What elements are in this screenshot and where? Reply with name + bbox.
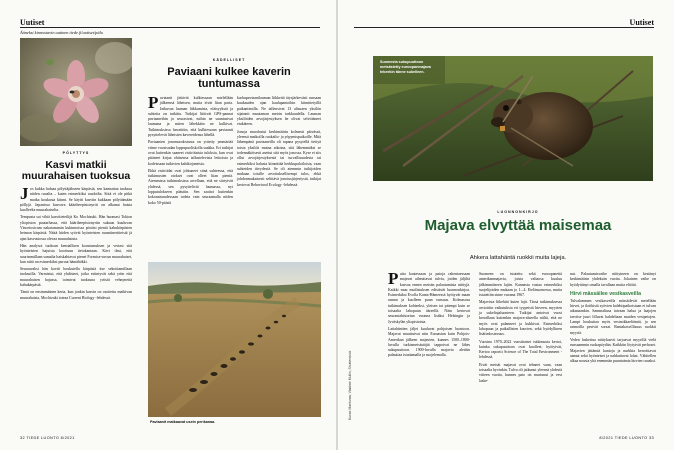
beaver-p8: Tulvalammen vesikasveilla mässäilevät metellään hirvet, ja ilotikistä syövien kalehtipaikoistaan ei tulvan aikanaankin. Sammaliusa taivaan halua ja laajojen tarvitse juuri lilluvat kahdeltaan muiden vesipetojen. Lampi houkuttaa myös vesinokkaeläimiä, ja sen rannoilla pesivät sorsat. Rantakasvillisuus ruokkii myyriä. [570, 298, 656, 335]
left-page [0, 0, 336, 450]
article2-dropcap: P [148, 93, 159, 112]
article1-p4: Seuraavaksi hän koetti houkutella kärpäsiä itse sekoittamillaan tuoksuilla. Varmistui, että yhdisteet, jotka esiintyvät sekä yrtin että muurahaisen hajussa, toimivat tuoksuna yrtistä vehnyneitä kahukärpäsiä. [20, 267, 132, 288]
left-footer: 32 TIEDE LUONTO 8/2021 [20, 436, 75, 440]
article2-kicker: KÄDELLISET [212, 58, 246, 62]
photo-credit: Kuvat: Marituma, Vladimir Mullin, Shutterstock [348, 350, 352, 420]
beaver-dropcap: P [388, 269, 399, 288]
article2-p2: Paviaanien jonomuodostusta on yritetty ymmärtää viime vuosisadan loppupuoliskolla saakka. Eri tutkijat ovat kuitenkin saaneet ristiriitaisia tuloksia, kun ovat pitäneet kirjaa ohitsensa tallustelevista lettioista ja kodeissaan tutkivien kahikirjaneista. [148, 140, 233, 166]
beaver-p9: Veden laskettua niittykasvit tarjoavat myyrillä vielä runsaammin ruokapöydän. Kaikkiin löytyivät perhoset. Majavien jättämiä kantoja ja nurkkia kerroittavat aamut sekä hyönteiset ja nahkuttavat lohat. Vähitellen alkaa nousta yhä enemmän puuntaimia hirvien ruoaksi. [570, 337, 657, 364]
beaver-p6: Eivät metsät majavat ovat tehneet vaan, vaan toisaalta hyvinkin. Tulva oli jatkunut yleensä yhdestä viiteen vuotta, kunnes pato on murtunut ja vesi laske- [479, 362, 562, 383]
section-rule-right [354, 27, 654, 28]
beaver-col3 [570, 272, 656, 432]
beaver-p1: uita kaatessaan ja patoja rakentaessaan majavat aiheuttavat tulvia, joiden jäljiltä kasvaa ennen metsän palautumista niittyjä. Kaikki muu muilistuksen edistävät luonnonkirjoa. Esimerkiksi Evolla Kanta-Hämeessä hyötyvät maan rannat ja kuolleen puun runsaus. Kolmasosa tutkimuksen kohteeksi, yleisen tai pitempi kuin se toisaalta lahopuun ääreellä. Näin kertovat seurantahistorian vuonna lisäksi Helsingin ja Jyväskylän yliopistoista. [388, 272, 470, 324]
article2-p1: aviaanit jättävät kulkiessaan mielellään jälkeensä läheisen, mutta eivät liian paria. Jatkuvaa lauman liikkumista, etäisyyksiä ja suhteita on tutkittu. Tutkijat liittivät GPS-pannat paviaaneihin ja seurasivat, mihin ne suuntasivat laumana ja miten lähekkäin ne kulkivat. Tutkimuksissa havaittiin, että kulkiessaan paviaanit pysyttelevät läheisten kavereidensa lähellä. [148, 96, 233, 138]
beaver-col1 [388, 269, 470, 432]
article1-kicker: PÖLYTTYS [62, 151, 90, 155]
baboon-caption: Paviaanit matkaavat usein perikanaa. [150, 420, 216, 424]
section-title-right: Uutiset [629, 18, 654, 27]
right-footer: 8/2021 TIEDE LUONTO 33 [599, 436, 654, 440]
article1-p2: Tempusta sai vihiä kasvitieteilijä Ko Mochizuki. Hän huomasi Tokion yliopiston puutarhassa, että kääriheepistonyrtin sukuun kuuluvan Vincetoxicum nakaianumin kukinnoissa pörräsi pieniä kahukärpästen heimon kärpäsiä. Näitä hiiden syövät hyönteisten ruumiineritteistä jä ajan kasvustossa olevaa muurahaisia. [20, 215, 132, 241]
flower-photo [20, 38, 132, 146]
beaver-title: Majava elvyttää maisemaa [424, 217, 612, 234]
article1-p5: Tämä on ensimmäinen kerta, kun jonkin kasvin on osoitettu matkivan muurahaisia, Mochizuki toteaa Current Biology -lehdessä. [20, 290, 132, 300]
beaver-subhead: Hirvi mässäilee vesikasveilla [570, 290, 641, 297]
article1-p1: os kukka haluaa pölyttäjäkseen kärpäsiä, sen kannattaa tuoksua niiden ruoalta – kuten esimerkiksi raadoilta. Siitä ei ole pitkä matka koukusta kiinni. Se käytti kasviin kukkaan pölyttämään pöllyjä. Japanissa kasvava kääriheepistonyrtti on alkanut haista kuolleelta muurahaiselta. [20, 187, 132, 213]
article2-p4: karhupaviaanilauman liikkeitä täysjärkevästi runsaan kuukauden ajan kaulapantoihin kiinnitetyillä paikantimilla. Ne tallensivat 13 alisuaen yksilön sijainnit muutaman metrin tarkkuudella. Lauman yksilöiden arvojärjestyksen he olivat selvittäneet etukäteen. [237, 96, 321, 127]
beaver-p5: Vuosina 1970–2022 vuosittaiset tutkimusta kertoi, kuinka sukupuuttoon ovat kuolleet, hyötyivät, Kertoo raportti Science of The Total Environment -lehdessä. [479, 339, 562, 360]
beaver-p2: Lattahäntien jäljet kuuluvat pohjoisen luontoon. Majavat muuttuivat niin Euraasian kuin Pohjois-Amerikan jälkeen majavien, kunnes 1500–1800-luvulla turkismetsästäjät tappoivat ne lähes sukupuuttoon. 1900-luvulla majavia alettiin palauttaa istuttamalla ja suojelemalla. [388, 326, 470, 358]
section-rule [20, 27, 320, 28]
article1-p3: Hän analysoi tuoksun kemiallisen koostumuksen ja vertasi sitä hyönteisten hajuista koottuun tietokantaan. Kävi ilmi, että suurimmillaan samalta haiskahtavat pienet Formica-suvun muurahaiset, kun niitä on esimerkiksi puruut hämähäkki. [20, 243, 132, 264]
right-page [338, 0, 674, 450]
beaver-col2 [479, 272, 562, 432]
beaver-p3: Suomeen on istutettu sekä euroopanettä amerikanmajavia, joista valtaosa kuuluu jälkimmäiseen lajiin. Kannasta vastaa esimerkiksi suojelijoiden mukaan jo 1.–4. Eteläsuomessa, mutta istutettiin sinne vuonna 1967. [479, 272, 562, 298]
section-title: Uutiset [20, 18, 45, 27]
article2-col2 [237, 96, 321, 256]
article2-p3: Ehkä ristiriidat ovat johtuneet siinä suhteessa, että tutkimusten otokset ovat olleet liian pieniä. Aiemmissa tutkimuksissa arvellaan, että ne siirtyivät yhdessä, sen pysyttelivät laumassa, nyt lopputulokseen päästiin. Sen saattoi kuitenkin kokonaisuudessaan todeta vain seuraamalla niiden koko 50-päistä [148, 168, 233, 205]
beaver-p4: Majavista liikehtiä kuten lajit. Tässä tutkimuksessa arvioitiin vaikutuksia eri tyypeistä hirveen, myyrien ja sukeltajaluonteen. Tutkijat antoivat vuosi kerrallaan kuitenkin majava-alueella niiltä, että ne myös ovat palanneet ja kukkivat. Esimerkiksi lahopuun ja paikallisten kasvien, sekä hyödyllinen lisätiedostavuus. [479, 300, 562, 337]
article2-col1 [148, 93, 233, 256]
beaver-photo-caption: Suomesta sukupuuttoon metsästetty euroopanmajava tekeekin tänne sukelleen. [380, 60, 431, 74]
article1-title: Kasvi matkii muurahaisen tuoksua [21, 159, 131, 183]
flower-illustration [20, 38, 132, 146]
section-subtitle: Ääneksi kinnostavin uutinen tiede.fi/uutiset/pälu [20, 30, 103, 35]
baboon-illustration [148, 262, 321, 417]
baboon-photo [148, 262, 321, 417]
article2-title: Paviaani kulkee kaverin tuntumassa [167, 66, 291, 90]
beaver-p7: nut. Palautumisvaihe niittyineen on kestänyt keskimäärin yhdeksän vuotta. Jokainen vaihe on hyödyttänyt omalla tavallaan muita eliöitä. [570, 272, 656, 287]
article1-dropcap: J [20, 184, 29, 203]
beaver-kicker: LUONNONKIRJO [497, 210, 539, 214]
article1-body [20, 184, 132, 427]
article2-p5: Jonoja muodostui keskimäärin kolmesti päivässä, yleensä matkoilla ruokailu- ja yöpymispaikoille. Mitä lähempänä paviaaneilla oli tapana pysytellä tiettyä toista yksilöä muina aikoina, sitä lähemmäksi se todennäköisesti asettui sitä myös jonossa. Kyse ei siis ollut arvojärjestyksestä tai turvallisuudesta tai esimerkiksi halusta kiinnittää herkkupaloiloista, vaan suhteiden tiivydestä. Se oli aiemmin tutkijoiden mukaan toisille arvoituksellisempi tulos, ehkä johdonmukaisesti selittävä jonotusjärjestystä, tutkijat kertovat Behavioral Ecology -lehdessä. [237, 129, 321, 187]
beaver-lead: Ahkera lattahäntä ruokkii muita lajeja. [469, 255, 567, 261]
